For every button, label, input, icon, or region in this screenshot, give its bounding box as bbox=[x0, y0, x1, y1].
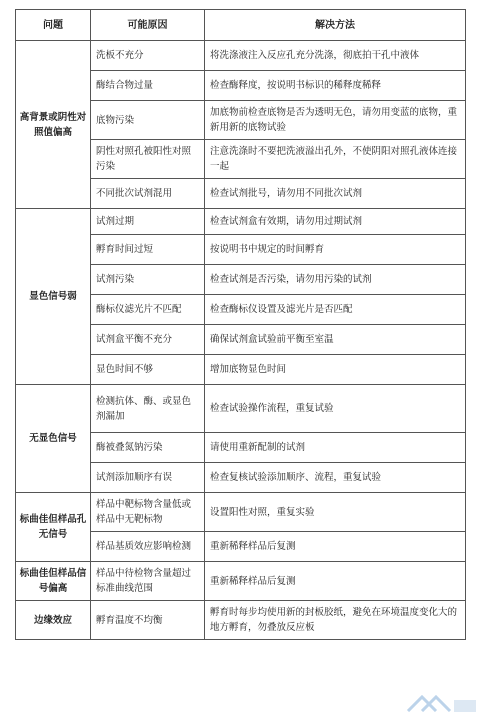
header-cause: 可能原因 bbox=[91, 10, 205, 41]
cause-cell: 洗板不充分 bbox=[91, 41, 205, 71]
solution-cell: 重新稀释样品后复测 bbox=[205, 562, 466, 601]
cause-cell: 检测抗体、酶、或显色剂漏加 bbox=[91, 385, 205, 433]
cause-cell: 不同批次试剂混用 bbox=[91, 179, 205, 209]
category-cell: 显色信号弱 bbox=[16, 209, 91, 385]
cause-cell: 阴性对照孔被阳性对照污染 bbox=[91, 140, 205, 179]
table-row bbox=[16, 601, 466, 640]
cause-cell: 孵育时间过短 bbox=[91, 235, 205, 265]
solution-cell: 增加底物显色时间 bbox=[205, 355, 466, 385]
solution-cell: 检查试验操作流程，重复试验 bbox=[205, 385, 466, 433]
category-cell: 高背景或阴性对照值偏高 bbox=[16, 41, 91, 209]
cause-cell: 底物污染 bbox=[91, 101, 205, 140]
category-cell: 无显色信号 bbox=[16, 385, 91, 493]
solution-cell: 检查复核试验添加顺序、流程，重复试验 bbox=[205, 463, 466, 493]
header-solution: 解决方法 bbox=[205, 10, 466, 41]
cause-cell: 酶被叠氮钠污染 bbox=[91, 433, 205, 463]
solution-cell: 检查试剂是否污染，请勿用污染的试剂 bbox=[205, 265, 466, 295]
solution-cell: 请使用重新配制的试剂 bbox=[205, 433, 466, 463]
cause-cell: 试剂添加顺序有误 bbox=[91, 463, 205, 493]
solution-cell: 确保试剂盒试验前平衡至室温 bbox=[205, 325, 466, 355]
solution-cell: 将洗涤液注入反应孔充分洗涤，彻底拍干孔中液体 bbox=[205, 41, 466, 71]
header-row bbox=[16, 10, 466, 41]
cause-cell: 孵育温度不均衡 bbox=[91, 601, 205, 640]
cause-cell: 试剂污染 bbox=[91, 265, 205, 295]
watermark-logo-icon bbox=[378, 680, 478, 712]
solution-cell: 设置阳性对照，重复实验 bbox=[205, 493, 466, 532]
solution-cell: 检查试剂批号，请勿用不同批次试剂 bbox=[205, 179, 466, 209]
cause-cell: 酶标仪滤光片不匹配 bbox=[91, 295, 205, 325]
table-row bbox=[16, 562, 466, 601]
cause-cell: 样品中靶标物含量低或样品中无靶标物 bbox=[91, 493, 205, 532]
solution-cell: 检查试剂盒有效期，请勿用过期试剂 bbox=[205, 209, 466, 235]
solution-cell: 孵育时每步均使用新的封板胶纸，避免在环境温度变化大的地方孵育，勿叠放反应板 bbox=[205, 601, 466, 640]
cause-cell: 显色时间不够 bbox=[91, 355, 205, 385]
cause-cell: 试剂过期 bbox=[91, 209, 205, 235]
cause-cell: 酶结合物过量 bbox=[91, 71, 205, 101]
category-cell: 边缘效应 bbox=[16, 601, 91, 640]
troubleshooting-table bbox=[15, 9, 466, 640]
cause-cell: 样品基质效应影响检测 bbox=[91, 532, 205, 562]
category-cell: 标曲佳但样品信号偏高 bbox=[16, 562, 91, 601]
solution-cell: 加底物前检查底物是否为透明无色，请勿用变蓝的底物，重新用新的底物试验 bbox=[205, 101, 466, 140]
table-row bbox=[16, 41, 466, 71]
header-problem: 问题 bbox=[16, 10, 91, 41]
cause-cell: 试剂盒平衡不充分 bbox=[91, 325, 205, 355]
cause-cell: 样品中待检物含量超过标准曲线范围 bbox=[91, 562, 205, 601]
table-row bbox=[16, 385, 466, 433]
category-cell: 标曲佳但样品孔无信号 bbox=[16, 493, 91, 562]
solution-cell: 按说明书中规定的时间孵育 bbox=[205, 235, 466, 265]
solution-cell: 检查酶释度，按说明书标识的稀释度稀释 bbox=[205, 71, 466, 101]
table-row bbox=[16, 493, 466, 532]
solution-cell: 注意洗涤时不要把洗液溢出孔外，不使阴阳对照孔液体连接一起 bbox=[205, 140, 466, 179]
solution-cell: 检查酶标仪设置及滤光片是否匹配 bbox=[205, 295, 466, 325]
solution-cell: 重新稀释样品后复测 bbox=[205, 532, 466, 562]
table-row bbox=[16, 209, 466, 235]
